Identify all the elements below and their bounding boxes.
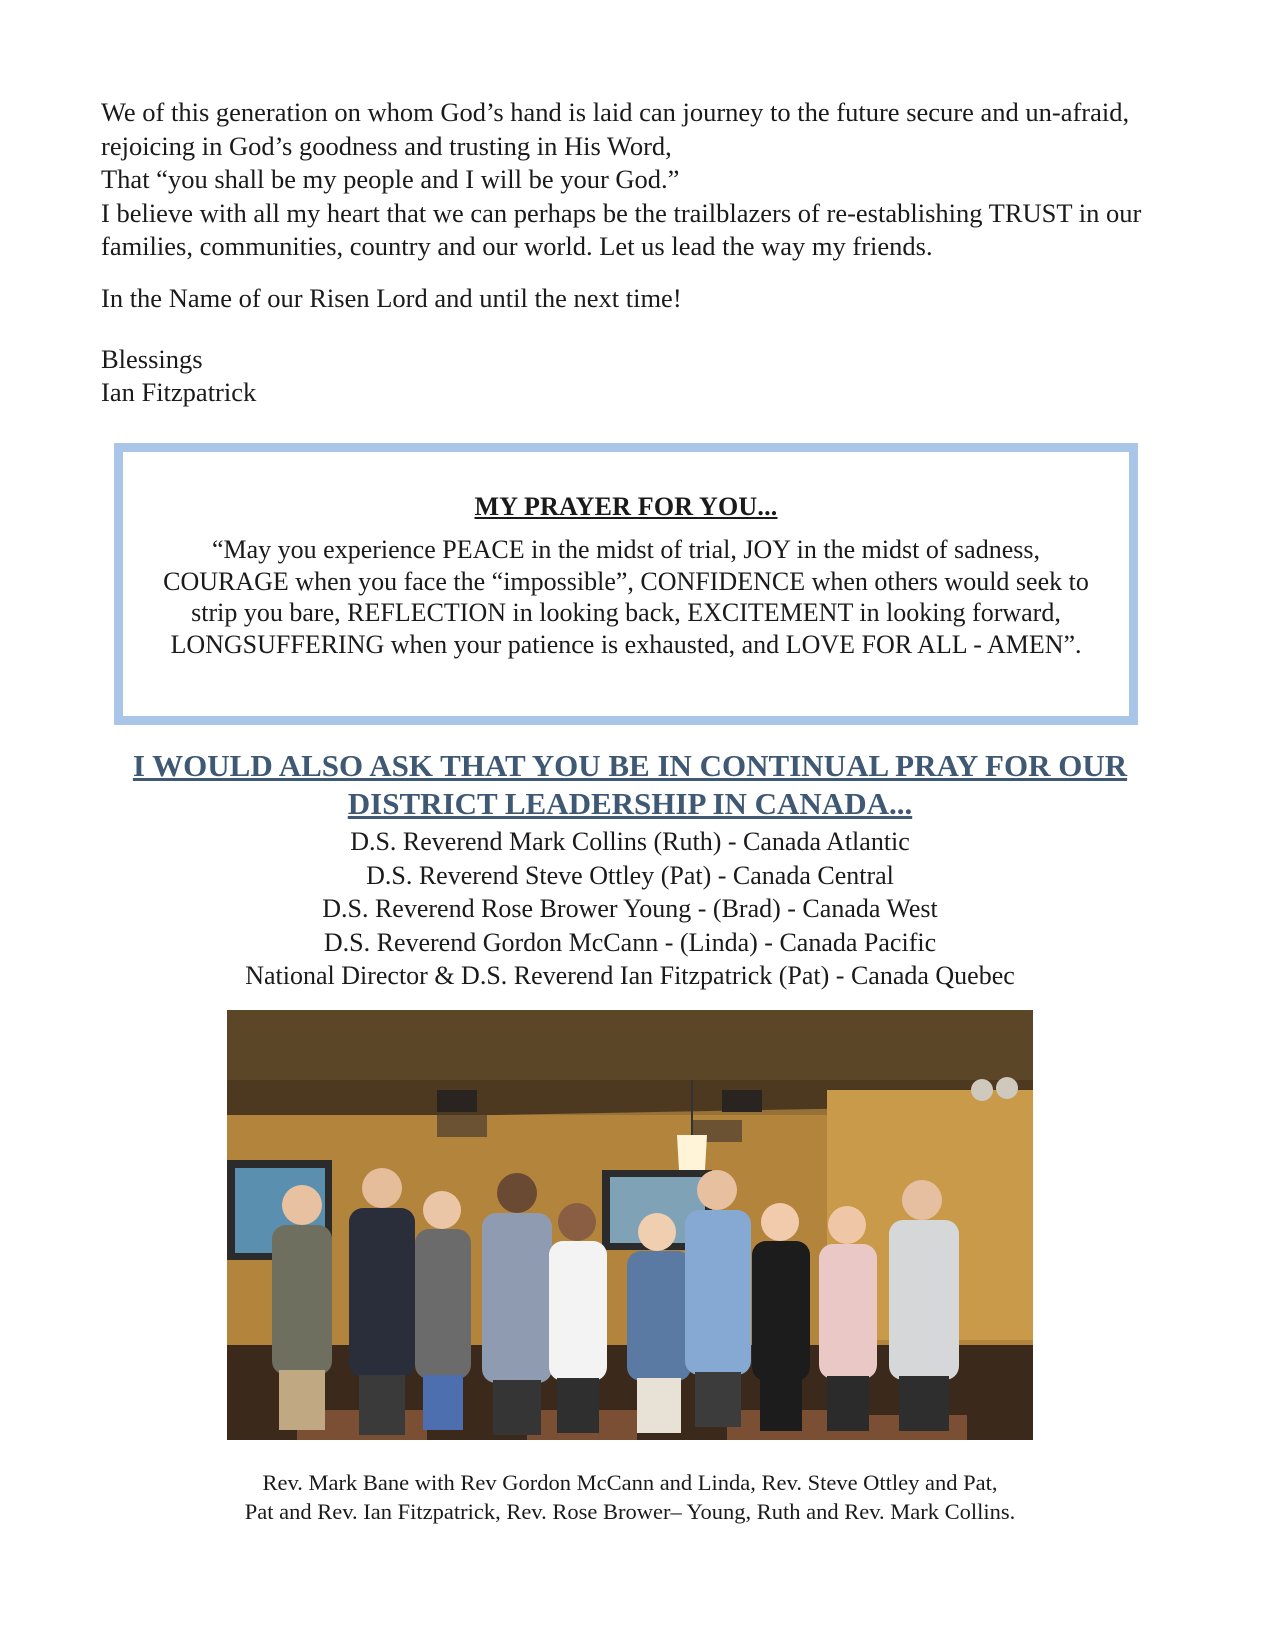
caption-line-1: Rev. Mark Bane with Rev Gordon McCann and Linda, Rev. Steve Ottley and Pat,	[262, 1470, 998, 1495]
signature-block	[101, 343, 256, 409]
photo-caption	[100, 1468, 1160, 1526]
leader-item: D.S. Reverend Mark Collins (Ruth) - Canada Atlantic	[350, 827, 910, 856]
leader-item: National Director & D.S. Reverend Ian Fitzpatrick (Pat) - Canada Quebec	[245, 961, 1015, 991]
leader-item: D.S. Reverend Steve Ottley (Pat) - Canada Central	[366, 860, 894, 890]
intro-text	[101, 96, 1191, 315]
prayer-title: MY PRAYER FOR YOU...	[474, 492, 778, 521]
signature-name: Ian Fitzpatrick	[101, 377, 257, 407]
intro-line-1: We of this generation on whom God’s hand is laid can journey to the future secure and un-afraid, rejoicing in God’s goodness and trusting in His Word,	[101, 97, 1130, 161]
leaders-list	[100, 825, 1160, 993]
prayer-text: “May you experience PEACE in the midst of trial, JOY in the midst of sadness, COURAGE when you face the “impossible”, CONFIDENCE when others would seek to strip you bare, REFLECTION in looking back, EXCITEMENT in looking forward, LONGSUFFERING when your patience is exhausted, and LOVE FOR ALL - AMEN”.	[163, 535, 1089, 659]
intro-line-3: I believe with all my heart that we can perhaps be the trailblazers of re-establishing TRUST in our families, communities, country and our world. Let us lead the way my friends.	[101, 197, 1142, 261]
group-photo-illustration	[227, 1010, 1033, 1440]
leader-item: D.S. Reverend Gordon McCann - (Linda) - Canada Pacific	[323, 927, 937, 957]
prayer-box	[114, 443, 1138, 725]
group-photo	[227, 1010, 1033, 1440]
closing-line: In the Name of our Risen Lord and until the next time!	[101, 282, 682, 313]
intro-line-2: That “you shall be my people and I will be your God.”	[101, 164, 680, 194]
signature-greeting: Blessings	[101, 344, 203, 374]
leader-item: D.S. Reverend Rose Brower Young - (Brad) - Canada West	[322, 894, 938, 924]
leadership-heading: I WOULD ALSO ASK THAT YOU BE IN CONTINUAL PRAY FOR OUR DISTRICT LEADERSHIP IN CANADA...	[132, 748, 1128, 821]
caption-line-2: Pat and Rev. Ian Fitzpatrick, Rev. Rose Brower– Young, Ruth and Rev. Mark Collins.	[244, 1499, 1016, 1524]
